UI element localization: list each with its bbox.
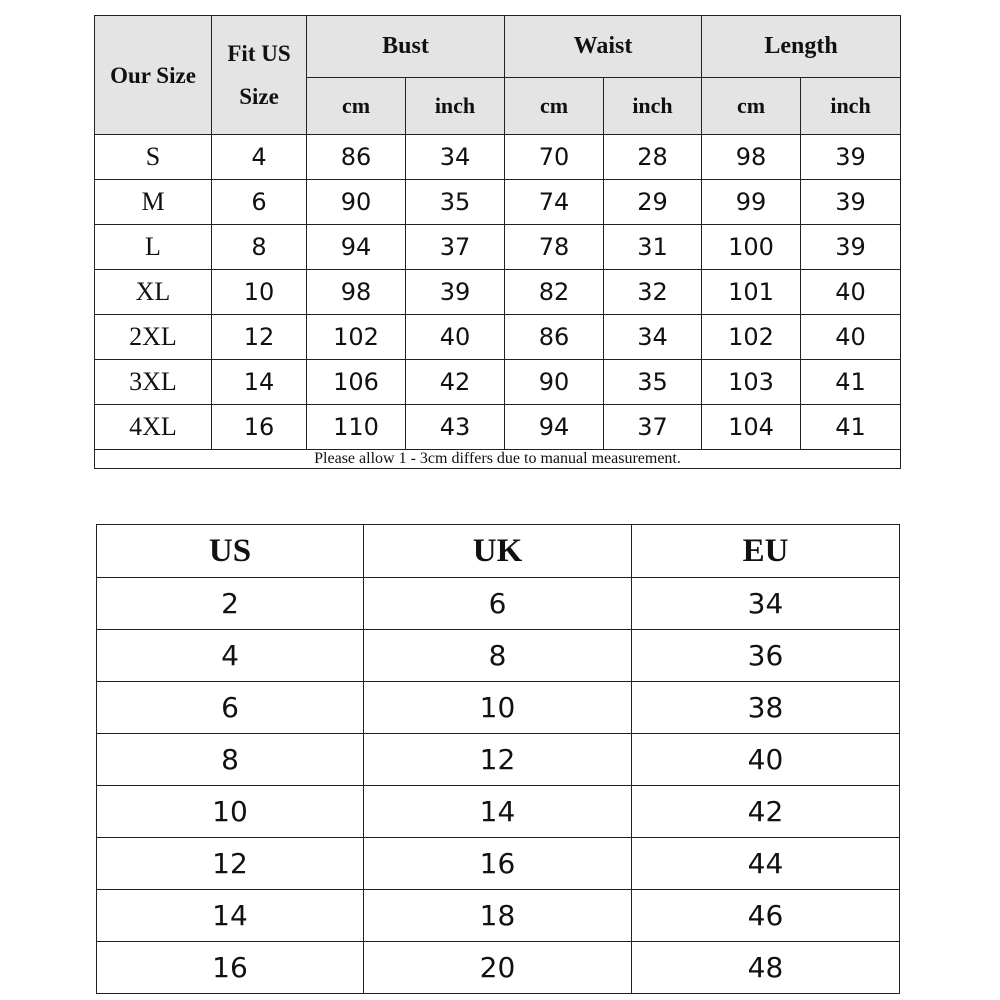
unit-length-inch: inch: [801, 78, 901, 135]
table-cell: 100: [702, 225, 801, 270]
table-cell: 38: [632, 682, 900, 734]
table-cell: 41: [801, 360, 901, 405]
table-cell: 78: [505, 225, 604, 270]
table-cell: 31: [604, 225, 702, 270]
size-conversion-table: [96, 524, 900, 994]
header-fit-us-size: Fit US Size: [212, 16, 307, 135]
table-cell: 18: [364, 890, 632, 942]
table-row: [97, 578, 900, 630]
size-chart-header-row: [95, 16, 901, 78]
table-row: [95, 225, 901, 270]
table-cell: 16: [97, 942, 364, 994]
table-cell: 90: [307, 180, 406, 225]
header-length: Length: [702, 16, 901, 78]
table-row: [95, 360, 901, 405]
header-bust: Bust: [307, 16, 505, 78]
table-cell: 37: [406, 225, 505, 270]
table-cell: 41: [801, 405, 901, 450]
header-uk: UK: [364, 525, 632, 578]
table-row: [97, 786, 900, 838]
conversion-header-row: [97, 525, 900, 578]
note-row: [95, 450, 901, 469]
measurement-note: Please allow 1 - 3cm differs due to manual measurement.: [95, 450, 901, 469]
table-cell: 12: [97, 838, 364, 890]
conversion-body: [97, 578, 900, 994]
table-cell: 2: [97, 578, 364, 630]
table-cell: 44: [632, 838, 900, 890]
header-us: US: [97, 525, 364, 578]
table-cell: 32: [604, 270, 702, 315]
table-cell: 8: [212, 225, 307, 270]
table-cell: 43: [406, 405, 505, 450]
table-cell: 106: [307, 360, 406, 405]
table-cell: 10: [212, 270, 307, 315]
unit-bust-inch: inch: [406, 78, 505, 135]
table-cell: 4: [97, 630, 364, 682]
table-cell: 101: [702, 270, 801, 315]
unit-length-cm: cm: [702, 78, 801, 135]
table-cell: 102: [702, 315, 801, 360]
table-cell: 16: [212, 405, 307, 450]
table-cell: 39: [406, 270, 505, 315]
header-our-size: Our Size: [95, 16, 212, 135]
unit-waist-cm: cm: [505, 78, 604, 135]
table-cell: 2XL: [95, 315, 212, 360]
unit-bust-cm: cm: [307, 78, 406, 135]
table-row: [97, 630, 900, 682]
table-cell: 4XL: [95, 405, 212, 450]
table-cell: 99: [702, 180, 801, 225]
table-cell: XL: [95, 270, 212, 315]
table-cell: 86: [505, 315, 604, 360]
table-cell: 103: [702, 360, 801, 405]
table-cell: L: [95, 225, 212, 270]
table-cell: 8: [97, 734, 364, 786]
table-row: [97, 942, 900, 994]
table-cell: 14: [97, 890, 364, 942]
table-cell: 110: [307, 405, 406, 450]
header-eu: EU: [632, 525, 900, 578]
table-row: [97, 890, 900, 942]
table-cell: 86: [307, 135, 406, 180]
table-cell: 70: [505, 135, 604, 180]
table-cell: 28: [604, 135, 702, 180]
table-cell: 4: [212, 135, 307, 180]
table-cell: 40: [801, 315, 901, 360]
size-chart-table: [94, 15, 901, 469]
table-cell: 42: [632, 786, 900, 838]
table-cell: 10: [364, 682, 632, 734]
table-row: [95, 315, 901, 360]
table-cell: 29: [604, 180, 702, 225]
table-cell: 35: [604, 360, 702, 405]
table-cell: 42: [406, 360, 505, 405]
table-cell: 82: [505, 270, 604, 315]
size-chart-body: [95, 135, 901, 450]
table-cell: 39: [801, 180, 901, 225]
table-row: [97, 682, 900, 734]
table-cell: 20: [364, 942, 632, 994]
table-cell: 74: [505, 180, 604, 225]
table-row: [95, 270, 901, 315]
table-cell: 6: [212, 180, 307, 225]
table-cell: 98: [702, 135, 801, 180]
table-cell: M: [95, 180, 212, 225]
table-row: [95, 180, 901, 225]
table-row: [95, 135, 901, 180]
table-cell: 39: [801, 225, 901, 270]
table-cell: 10: [97, 786, 364, 838]
table-cell: 48: [632, 942, 900, 994]
unit-waist-inch: inch: [604, 78, 702, 135]
table-cell: 14: [364, 786, 632, 838]
table-cell: 40: [632, 734, 900, 786]
table-row: [97, 838, 900, 890]
table-cell: 12: [364, 734, 632, 786]
table-cell: 6: [97, 682, 364, 734]
table-cell: 12: [212, 315, 307, 360]
table-cell: 46: [632, 890, 900, 942]
table-cell: 34: [604, 315, 702, 360]
header-waist: Waist: [505, 16, 702, 78]
table-cell: 104: [702, 405, 801, 450]
table-cell: 34: [406, 135, 505, 180]
table-cell: S: [95, 135, 212, 180]
table-cell: 40: [406, 315, 505, 360]
table-cell: 102: [307, 315, 406, 360]
table-cell: 98: [307, 270, 406, 315]
table-cell: 37: [604, 405, 702, 450]
table-cell: 34: [632, 578, 900, 630]
table-cell: 94: [307, 225, 406, 270]
table-cell: 35: [406, 180, 505, 225]
table-cell: 36: [632, 630, 900, 682]
table-cell: 8: [364, 630, 632, 682]
table-row: [95, 405, 901, 450]
table-cell: 39: [801, 135, 901, 180]
table-cell: 6: [364, 578, 632, 630]
table-cell: 90: [505, 360, 604, 405]
table-cell: 40: [801, 270, 901, 315]
table-cell: 16: [364, 838, 632, 890]
table-cell: 94: [505, 405, 604, 450]
table-cell: 14: [212, 360, 307, 405]
table-row: [97, 734, 900, 786]
table-cell: 3XL: [95, 360, 212, 405]
